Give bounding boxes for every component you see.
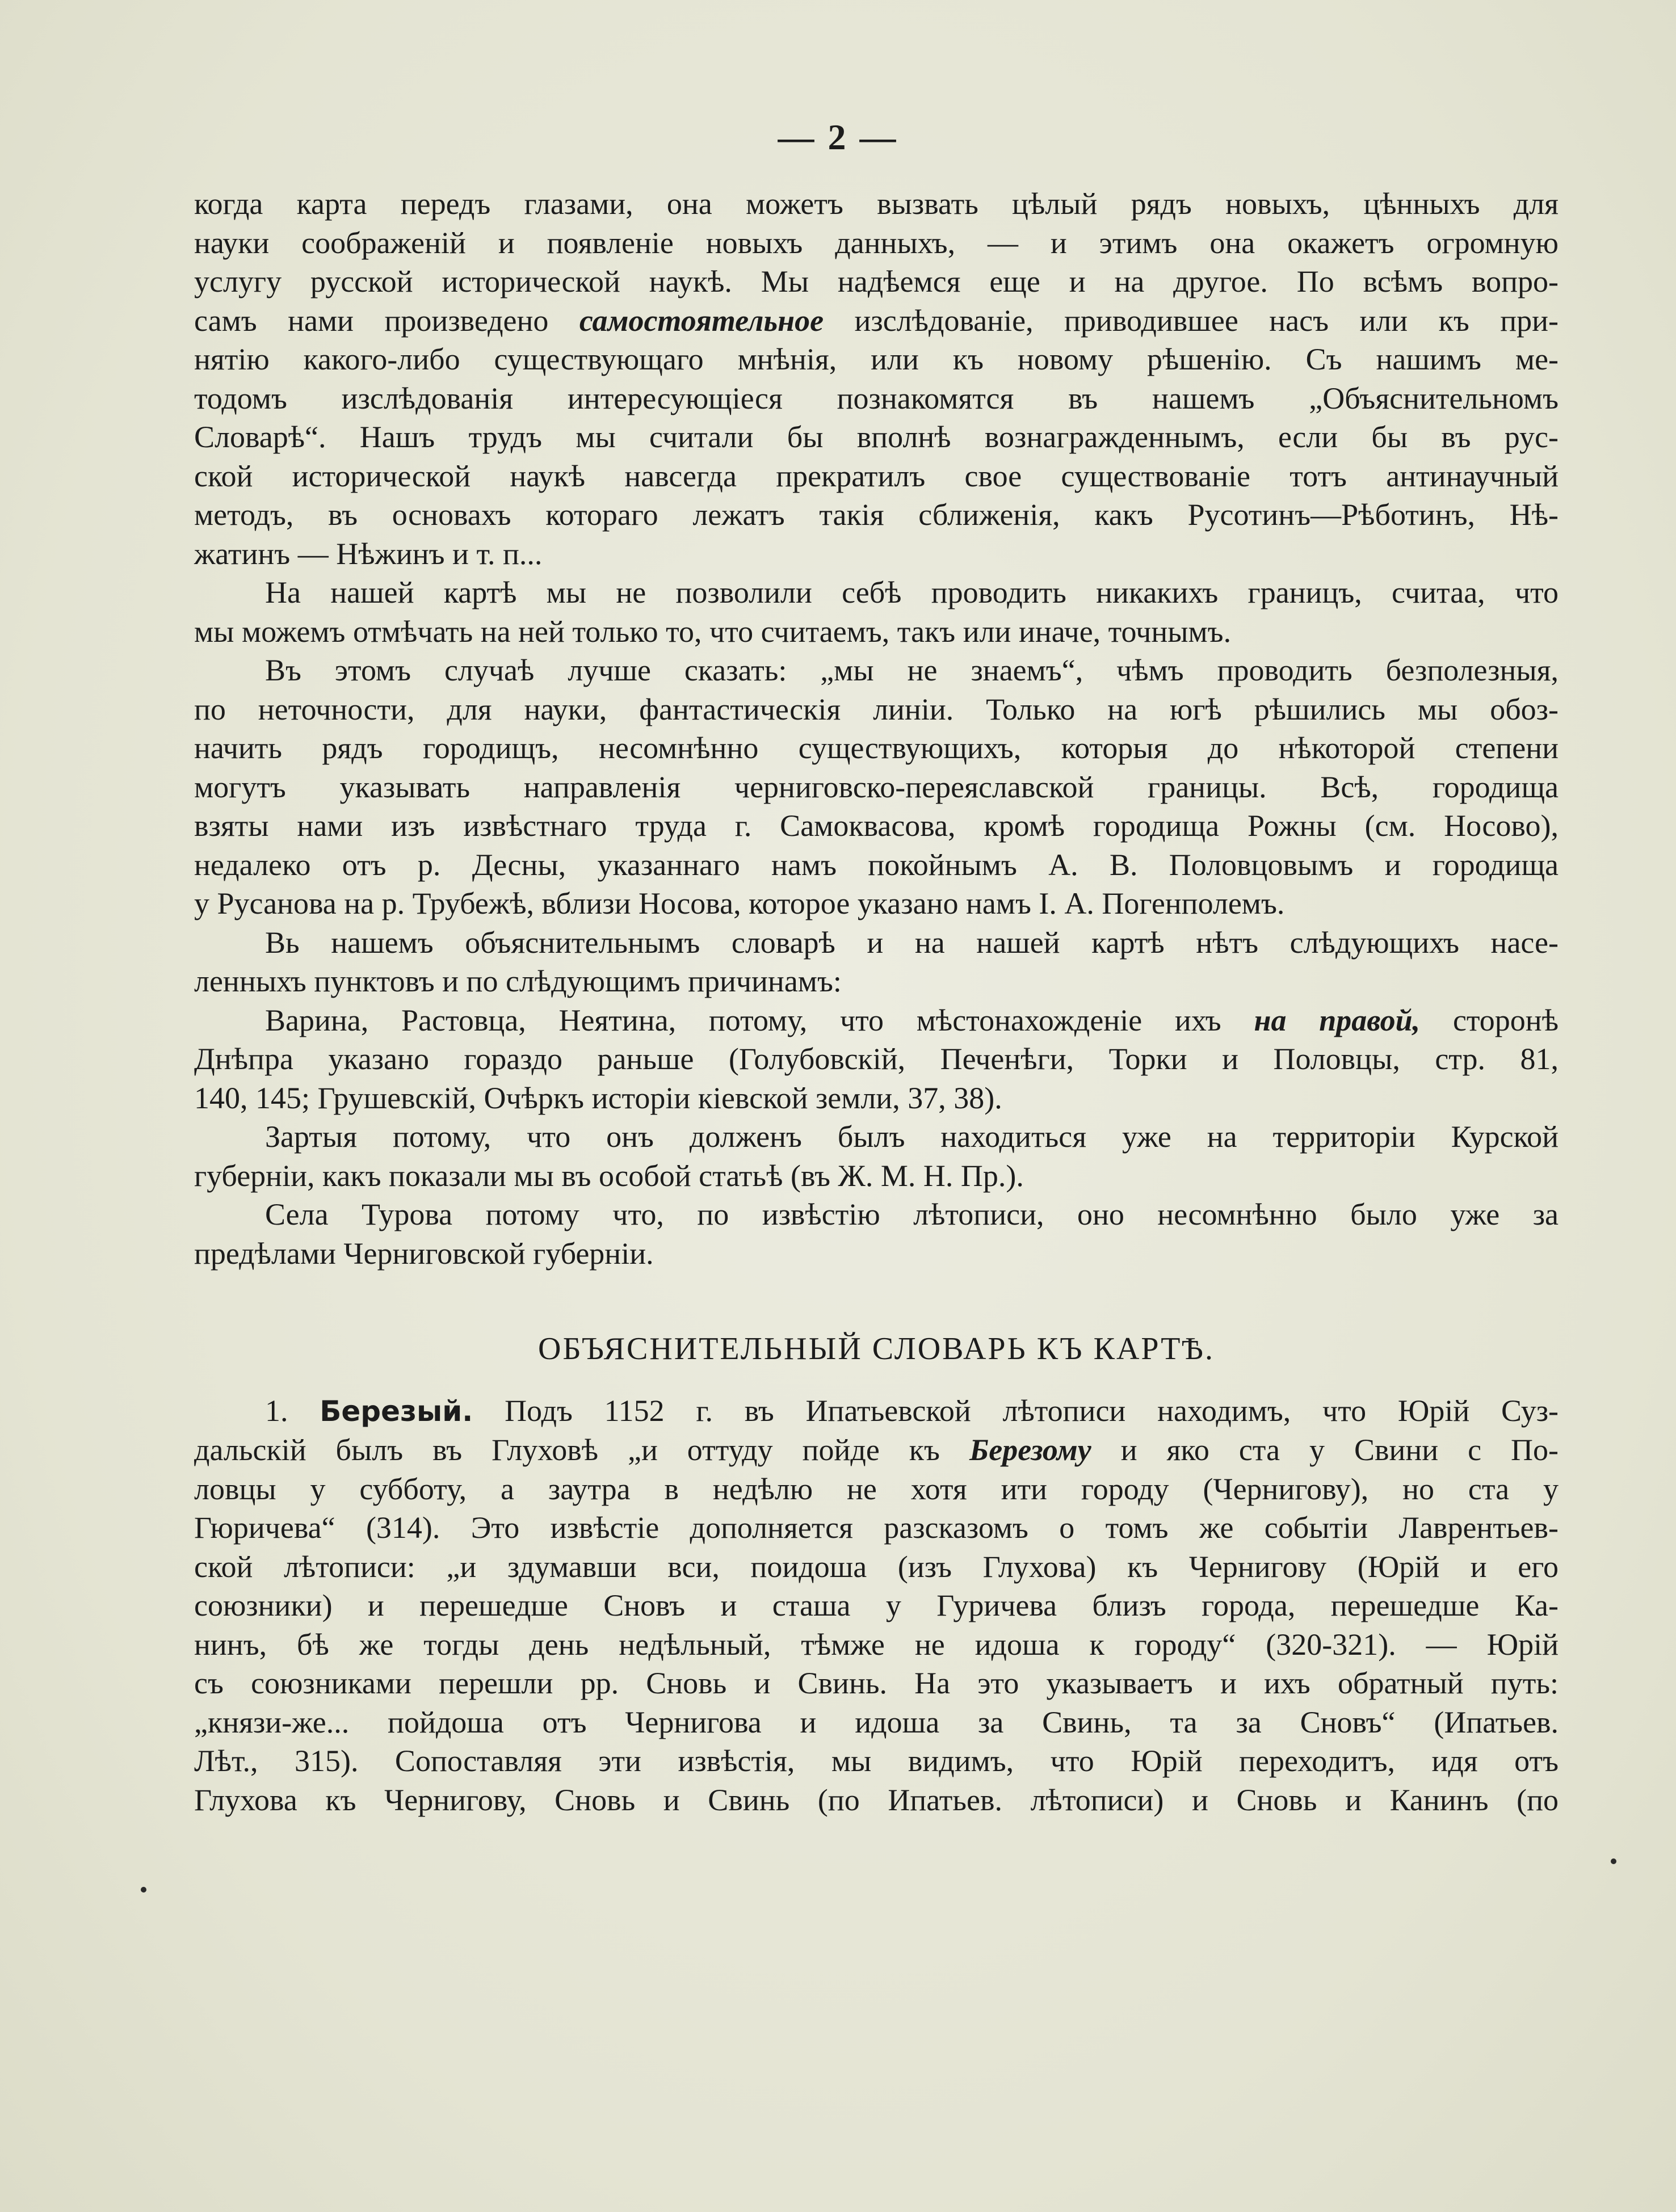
text-line: нинъ, бѣ же тогды день недѣльный, тѣмже не идоша к городу“ (320-321). — Юрій bbox=[194, 1627, 1559, 1662]
text-line: услугу русской исторической наукѣ. Мы надѣемся еще и на другое. По всѣмъ вопро- bbox=[194, 264, 1559, 298]
text-line: жатинъ — Нѣжинъ и т. п... bbox=[194, 536, 543, 571]
page-number: — 2 — bbox=[778, 117, 898, 157]
text-line: Въ этомъ случаѣ лучше сказать: „мы не знаемъ“, чѣмъ проводить безполезныя, bbox=[265, 653, 1559, 687]
text-span: и яко ста у Свини с По- bbox=[1120, 1433, 1559, 1467]
italic-term: Березому bbox=[969, 1433, 1091, 1467]
text-span: Варина, Растовца, Неятина, потому, что мѣстонахожденіе ихъ bbox=[265, 1003, 1221, 1037]
text-line: ленныхъ пунктовъ и по слѣдующимъ причинамъ: bbox=[194, 964, 842, 998]
text-span: изслѣдованіе, приводившее насъ или къ при- bbox=[854, 303, 1559, 338]
text-line: взяты нами изъ извѣстнаго труда г. Самоквасова, кромѣ городища Рожны (см. Носово), bbox=[194, 809, 1559, 843]
text-line bbox=[194, 1391, 1559, 1431]
text-line bbox=[194, 1431, 1559, 1470]
text-line: тодомъ изслѣдованія интересующіеся познакомятся въ нашемъ „Объяснительномъ bbox=[194, 381, 1559, 415]
text-line: Села Турова потому что, по извѣстію лѣтописи, оно несомнѣнно было уже за bbox=[265, 1197, 1559, 1231]
text-line: предѣлами Черниговской губерніи. bbox=[194, 1236, 654, 1271]
text-line: На нашей картѣ мы не позволили себѣ проводить никакихъ границъ, считаа, что bbox=[265, 575, 1559, 609]
text-span: сторонѣ bbox=[1452, 1003, 1559, 1037]
text-line: ской лѣтописи: „и здумавши вси, поидоша (изъ Глухова) къ Чернигову (Юрій и его bbox=[194, 1549, 1559, 1584]
text-line: науки соображеній и появленіе новыхъ данныхъ, — и этимъ она окажетъ огромную bbox=[194, 225, 1559, 260]
text-line: Гюричева“ (314). Это извѣстіе дополняется разсказомъ о томъ же событіи Лаврентьев- bbox=[194, 1511, 1559, 1545]
text-line: у Русанова на р. Трубежѣ, вблизи Носова, которое указано намъ І. А. Погенполемъ. bbox=[194, 886, 1285, 920]
text-line: Лѣт., 315). Сопоставляя эти извѣстія, мы видимъ, что Юрій переходитъ, идя отъ bbox=[194, 1744, 1559, 1778]
text-line: союзники) и перешедше Сновъ и сташа у Гуричева близъ города, перешедше Ка- bbox=[194, 1588, 1559, 1622]
section-heading: ОБЪЯСНИТЕЛЬНЫЙ СЛОВАРЬ КЪ КАРТѢ. bbox=[538, 1331, 1215, 1366]
text-line: по неточности, для науки, фантастическія линіи. Только на югѣ рѣшились мы обоз- bbox=[194, 692, 1559, 726]
text-line: съ союзниками перешли рр. Сновь и Свинь. На это указываетъ и ихъ обратный путь: bbox=[194, 1666, 1559, 1700]
text-line: „князи-же... пойдоша отъ Чернигова и идоша за Свинь, та за Сновъ“ (Ипатьев. bbox=[194, 1705, 1559, 1739]
text-line: губерніи, какъ показали мы въ особой статьѣ (въ Ж. М. Н. Пр.). bbox=[194, 1158, 1024, 1193]
ink-speck bbox=[1611, 1858, 1616, 1864]
text-line bbox=[194, 1001, 1559, 1040]
text-line: ловцы у субботу, а заутра в недѣлю не хотя ити городу (Чернигову), но ста у bbox=[194, 1471, 1559, 1506]
text-line: Словарѣ“. Нашъ трудъ мы считали бы вполнѣ вознагражденнымъ, если бы въ рус- bbox=[194, 420, 1559, 454]
text-span: самъ нами произведено bbox=[194, 303, 549, 338]
entry-number: 1. bbox=[265, 1393, 288, 1428]
document-body bbox=[194, 184, 1559, 1819]
italic-term: самостоятельное bbox=[579, 303, 824, 338]
text-line: могутъ указывать направленія черниговско-переяславской границы. Всѣ, городища bbox=[194, 769, 1559, 804]
text-line: нятію какого-либо существующаго мнѣнія, или къ новому рѣшенію. Съ нашимъ ме- bbox=[194, 342, 1559, 376]
text-line: Зартыя потому, что онъ долженъ былъ находиться уже на территоріи Курской bbox=[265, 1120, 1559, 1154]
text-line: когда карта передъ глазами, она можетъ вызвать цѣлый рядъ новыхъ, цѣнныхъ для bbox=[194, 187, 1559, 221]
text-line: Днѣпра указано гораздо раньше (Голубовскій, Печенѣги, Торки и Половцы, стр. 81, bbox=[194, 1042, 1559, 1076]
text-line: Глухова къ Чернигову, Сновь и Свинь (по Ипатьев. лѣтописи) и Сновь и Канинъ (по bbox=[194, 1782, 1559, 1817]
text-span: дальскій былъ въ Глуховѣ „и оттуду пойде къ bbox=[194, 1433, 940, 1467]
text-line: 140, 145; Грушевскій, Очѣркъ исторіи кіевской земли, 37, 38). bbox=[194, 1080, 1002, 1115]
text-span: Подъ 1152 г. въ Ипатьевской лѣтописи находимъ, что Юрій Суз- bbox=[505, 1393, 1559, 1428]
text-line: ской исторической наукѣ навсегда прекратилъ свое существованіе тотъ антинаучный bbox=[194, 459, 1559, 493]
ink-speck bbox=[141, 1887, 146, 1893]
text-line bbox=[194, 301, 1559, 340]
text-line: недалеко отъ р. Десны, указаннаго намъ покойнымъ А. В. Половцовымъ и городища bbox=[194, 847, 1559, 882]
entry-term: Березый. bbox=[320, 1394, 473, 1428]
text-line: методъ, въ основахъ котораго лежатъ такія сближенія, какъ Русотинъ—Рѣботинъ, Нѣ- bbox=[194, 498, 1559, 532]
italic-term: на правой, bbox=[1254, 1003, 1421, 1037]
text-line: начить рядъ городищъ, несомнѣнно существующихъ, которыя до нѣкоторой степени bbox=[194, 731, 1559, 765]
text-line: Вь нашемъ объяснительнымъ словарѣ и на нашей картѣ нѣтъ слѣдующихъ насе- bbox=[265, 925, 1559, 960]
text-line: мы можемъ отмѣчать на ней только то, что считаемъ, такъ или иначе, точнымъ. bbox=[194, 614, 1232, 649]
